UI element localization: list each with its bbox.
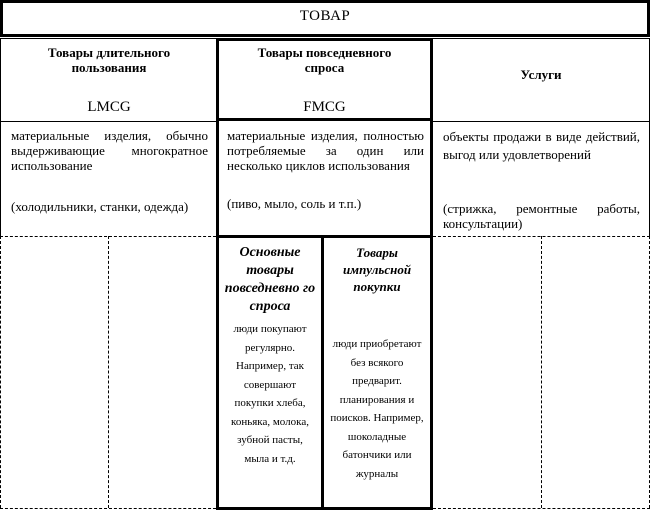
header-services — [433, 38, 650, 121]
dashed-left-mid — [108, 236, 109, 508]
staple-goods-title: Основные товары повседневно го спроса — [224, 245, 316, 314]
dashed-bottom-left — [0, 508, 216, 509]
fmcg-code: FMCG — [303, 99, 346, 115]
header-fmcg — [216, 38, 433, 121]
impulse-goods-title: Товары импульсной покупки — [342, 245, 412, 294]
subcategory-impulse-goods — [324, 238, 430, 507]
header-durable-goods — [0, 38, 217, 121]
services-heading: Услуги — [520, 67, 562, 82]
durable-goods-examples: (холодильники, станки, одежда) — [11, 199, 189, 214]
dashed-left-edge — [0, 236, 1, 508]
services-examples: (стрижка, ремонтные работы, консультации) — [443, 201, 640, 231]
fmcg-examples: (пиво, мыло, соль и т.п.) — [227, 196, 362, 211]
right-border — [649, 120, 650, 236]
left-border — [0, 120, 1, 236]
durable-goods-code: LMCG — [87, 99, 131, 115]
fmcg-left-line — [216, 121, 219, 236]
title-text: ТОВАР — [299, 8, 351, 24]
durable-goods-heading: Товары длительного пользования — [47, 45, 171, 75]
row-line-right — [433, 121, 650, 122]
impulse-goods-text: люди приобретают без всякого предварит. планирования и поисков. Например, шоколадные батончики или журналы — [330, 338, 424, 480]
title-box — [0, 0, 650, 37]
subcategory-staple-goods — [219, 238, 324, 507]
fmcg-subcategories — [216, 235, 433, 510]
staple-goods-text: люди покупают регулярно. Например, так совершают покупки хлеба, коньяка, молока, зубной пасты, мыла и т.д. — [231, 323, 309, 465]
durable-goods-definition: материальные изделия, обычно выдерживающие многократное использование — [11, 128, 208, 173]
fmcg-definition: материальные изделия, полностью потребляемые за один или несколько циклов использования — [227, 128, 424, 173]
fmcg-heading: Товары повседневного спроса — [257, 45, 392, 75]
dashed-right-mid — [541, 236, 542, 508]
row-line-left — [0, 121, 216, 122]
services-definition: объекты продажи в виде действий, выгод или удовлетворений — [443, 129, 640, 162]
dashed-bottom-right — [433, 508, 650, 509]
dashed-right-edge — [649, 236, 650, 508]
fmcg-right-line — [430, 121, 433, 236]
